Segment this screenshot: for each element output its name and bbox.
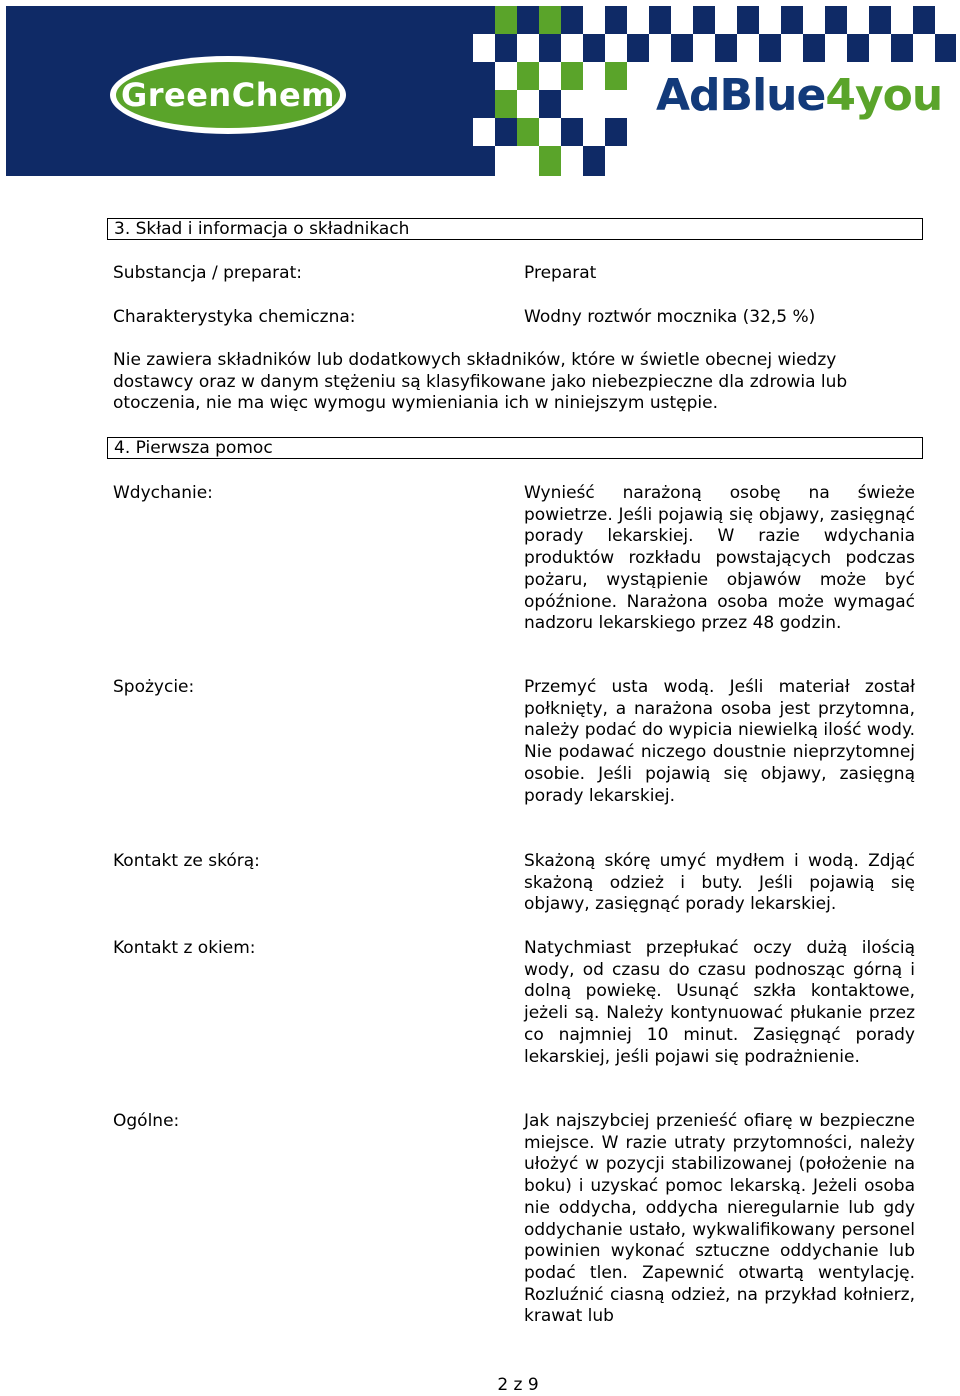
field-label-substance: Substancja / preparat: [113, 263, 302, 283]
field-label-ingestion: Spożycie: [113, 677, 195, 697]
section-4-heading: 4. Pierwsza pomoc [107, 437, 923, 459]
adblue-logo-text: AdBlue [656, 70, 826, 121]
section-3-paragraph: Nie zawiera składników lub dodatkowych składników, które w świetle obecnej wiedzy dostawcy oraz w danym stężeniu są klasyfikowane jako niebezpieczne dla zdrowia lub otoczenia, nie ma więc wymogu wymieniania ich w niniejszym ustępie. [113, 350, 848, 414]
adblue4you-logo [656, 70, 942, 121]
field-label-skin: Kontakt ze skórą: [113, 851, 260, 871]
field-value-substance: Preparat [524, 263, 597, 283]
field-label-chemical: Charakterystyka chemiczna: [113, 307, 356, 327]
field-value-ingestion: Przemyć usta wodą. Jeśli materiał został połknięty, a narażona osoba jest przytomna, należy podać do wypicia niewielką ilość wody. Nie podawać niczego doustnie nieprzytomnej osobie. Jeśli pojawią się objawy, zasięgną porady lekarskiej. [524, 677, 915, 806]
field-label-general: Ogólne: [113, 1111, 180, 1131]
field-label-inhalation: Wdychanie: [113, 483, 213, 503]
field-value-eye: Natychmiast przepłukać oczy dużą ilością wody, od czasu do czasu podnosząc górną i dolną powiekę. Usunąć szkła kontaktowe, jeżeli są. Należy kontynuować płukanie przez co najmniej 10 minut. Zasięgnąć porady lekarskiej, jeśli pojawi się podrażnienie. [524, 938, 915, 1067]
page-header [6, 6, 956, 176]
page-number: 2 z 9 [497, 1375, 539, 1395]
field-value-chemical: Wodny roztwór mocznika (32,5 %) [524, 307, 816, 327]
greenchem-logo [110, 56, 346, 134]
field-value-general: Jak najszybciej przenieść ofiarę w bezpieczne miejsce. W razie utraty przytomności, należy ułożyć w pozycji stabilizowanej (położenie na boku) i uzyskać pomoc lekarską. Jeżeli osoba nie oddycha, oddycha nieregularnie lub gdy oddychanie ustało, wykwalifikowany personel powinien wykonać sztuczne oddychanie lub podać tlen. Zapewnić otwartą wentylację. Rozluźnić ciasną odzież, na przykład kołnierz, krawat lub [524, 1111, 915, 1327]
greenchem-logo-text: GreenChem [116, 62, 340, 128]
field-value-skin: Skażoną skórę umyć mydłem i wodą. Zdjąć skażoną odzież i buty. Jeśli pojawią się objawy, zasięgnąć porady lekarskiej. [524, 851, 915, 915]
4you-logo-text: 4you [825, 70, 943, 121]
field-label-eye: Kontakt z okiem: [113, 938, 256, 958]
section-3-heading: 3. Skład i informacja o składnikach [107, 218, 923, 240]
field-value-inhalation: Wynieść narażoną osobę na świeże powietrze. Jeśli pojawią się objawy, zasięgnąć porady lekarskiej. W razie wdychania produktów rozkładu powstających podczas pożaru, wystąpienie objawów może być opóźnione. Narażona osoba może wymagać nadzoru lekarskiego przez 48 godzin. [524, 483, 915, 634]
